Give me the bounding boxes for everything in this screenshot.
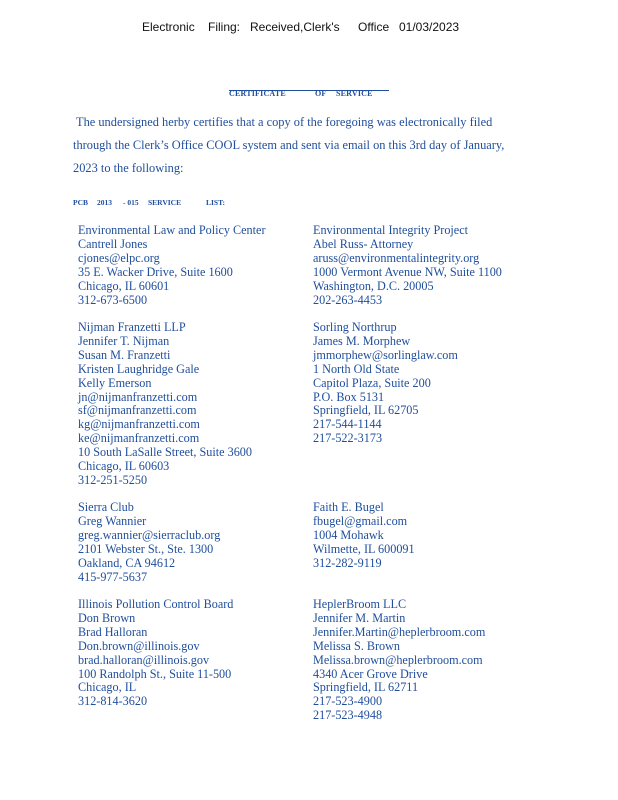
- contact-line: Chicago, IL 60601: [78, 278, 170, 293]
- title-word-service: SERVICE: [336, 89, 373, 98]
- contact-email: jmmorphew@sorlinglaw.com: [313, 347, 458, 362]
- contact-line: Kelly Emerson: [78, 375, 152, 390]
- contact-email: Jennifer.Martin@heplerbroom.com: [313, 624, 486, 639]
- heading-year: 2013: [97, 198, 112, 207]
- contact-line: Sierra Club: [78, 500, 134, 514]
- stamp-filing: Filing:: [208, 20, 241, 34]
- contact-line: Illinois Pollution Control Board: [78, 597, 234, 611]
- certificate-of-service-title: [229, 89, 389, 98]
- contact-block-sorling: [313, 321, 458, 446]
- contact-line: Cantrell Jones: [78, 236, 148, 251]
- contact-line: Springfield, IL 62711: [313, 680, 419, 695]
- contact-line: 1 North Old State: [313, 361, 400, 376]
- contact-line: Chicago, IL 60603: [78, 459, 170, 474]
- contact-block-sierra-club: [78, 501, 220, 584]
- contact-block-ipcb: [78, 598, 233, 709]
- paragraph-line-2: through the Clerk’s Office COOL system and sent via email on this 3rd day of January,: [73, 138, 505, 152]
- contact-phone: 217-523-4900: [313, 694, 383, 709]
- contact-line: Faith E. Bugel: [313, 500, 384, 514]
- stamp-received: Received,Clerk's: [250, 20, 340, 34]
- contact-block-nijman: [78, 321, 252, 488]
- contact-line: 10 South LaSalle Street, Suite 3600: [78, 445, 252, 460]
- heading-list: LIST:: [206, 198, 226, 207]
- contact-email: sf@nijmanfranzetti.com: [78, 403, 197, 418]
- contact-line: Kristen Laughridge Gale: [78, 361, 200, 376]
- contact-phone: 312-673-6500: [78, 292, 148, 307]
- contact-line: Environmental Law and Policy Center: [78, 223, 266, 237]
- contact-phone: 312-282-9119: [313, 555, 382, 570]
- contact-line: Abel Russ- Attorney: [313, 236, 414, 251]
- contact-email: aruss@environmentalintegrity.org: [313, 250, 480, 265]
- contact-line: Wilmette, IL 600091: [313, 541, 415, 556]
- heading-service: SERVICE: [148, 198, 182, 207]
- title-word-of: OF: [315, 89, 327, 98]
- contact-line: Susan M. Franzetti: [78, 347, 171, 362]
- contact-email: ke@nijmanfranzetti.com: [78, 431, 200, 446]
- contact-phone: 217-544-1144: [313, 417, 382, 432]
- contact-line: Washington, D.C. 20005: [313, 278, 434, 293]
- contact-line: Brad Halloran: [78, 624, 148, 639]
- contact-block-elpc: [78, 224, 266, 307]
- contact-line: 1004 Mohawk: [313, 527, 384, 542]
- heading-number: - 015: [123, 198, 139, 207]
- contact-block-heplerbroom: [313, 598, 485, 723]
- contact-line: 100 Randolph St., Suite 11-500: [78, 666, 232, 681]
- contact-email: brad.halloran@illinois.gov: [78, 652, 210, 667]
- contact-block-bugel: [313, 501, 415, 571]
- contact-line: 1000 Vermont Avenue NW, Suite 1100: [313, 264, 502, 279]
- contact-phone: 217-523-4948: [313, 708, 383, 723]
- contact-phone: 312-814-3620: [78, 694, 148, 709]
- contact-line: James M. Morphew: [313, 333, 411, 348]
- heading-pcb: PCB: [73, 198, 88, 207]
- title-word-certificate: CERTIFICATE: [229, 89, 286, 98]
- contact-phone: 217-522-3173: [313, 431, 383, 446]
- contact-line: 35 E. Wacker Drive, Suite 1600: [78, 264, 233, 279]
- contact-phone: 202-263-4453: [313, 292, 383, 307]
- contact-line: P.O. Box 5131: [313, 389, 385, 404]
- contact-line: Capitol Plaza, Suite 200: [313, 375, 431, 390]
- contact-email: jn@nijmanfranzetti.com: [78, 389, 198, 404]
- stamp-date: 01/03/2023: [399, 20, 460, 34]
- contact-email: Don.brown@illinois.gov: [78, 638, 200, 653]
- stamp-office: Office: [358, 20, 390, 34]
- contact-block-eip: [313, 224, 502, 307]
- certification-paragraph: [73, 111, 563, 180]
- contact-line: Environmental Integrity Project: [313, 223, 469, 237]
- contact-line: Don Brown: [78, 610, 136, 625]
- contact-phone: 415-977-5637: [78, 569, 148, 584]
- contact-email: kg@nijmanfranzetti.com: [78, 417, 200, 432]
- contact-line: Jennifer M. Martin: [313, 610, 406, 625]
- contact-line: Melissa S. Brown: [313, 638, 401, 653]
- contact-line: Greg Wannier: [78, 513, 147, 528]
- contact-line: Oakland, CA 94612: [78, 555, 176, 570]
- contact-line: Nijman Franzetti LLP: [78, 320, 186, 334]
- contact-line: Chicago, IL: [78, 680, 137, 695]
- contact-email: cjones@elpc.org: [78, 250, 160, 265]
- contact-email: greg.wannier@sierraclub.org: [78, 527, 221, 542]
- contact-line: 2101 Webster St., Ste. 1300: [78, 541, 214, 556]
- contact-email: fbugel@gmail.com: [313, 513, 408, 528]
- contact-line: Jennifer T. Nijman: [78, 333, 170, 348]
- paragraph-line-3: 2023 to the following:: [73, 161, 184, 175]
- contact-line: Sorling Northrup: [313, 320, 397, 334]
- service-list-heading: [73, 198, 273, 210]
- contact-line: Springfield, IL 62705: [313, 403, 419, 418]
- stamp-electronic: Electronic: [142, 20, 195, 34]
- paragraph-line-1: The undersigned herby certifies that a copy of the foregoing was electronically filed: [76, 115, 493, 129]
- contact-line: 4340 Acer Grove Drive: [313, 666, 428, 681]
- contact-email: Melissa.brown@heplerbroom.com: [313, 652, 483, 667]
- contact-phone: 312-251-5250: [78, 472, 148, 487]
- contact-line: HeplerBroom LLC: [313, 597, 407, 611]
